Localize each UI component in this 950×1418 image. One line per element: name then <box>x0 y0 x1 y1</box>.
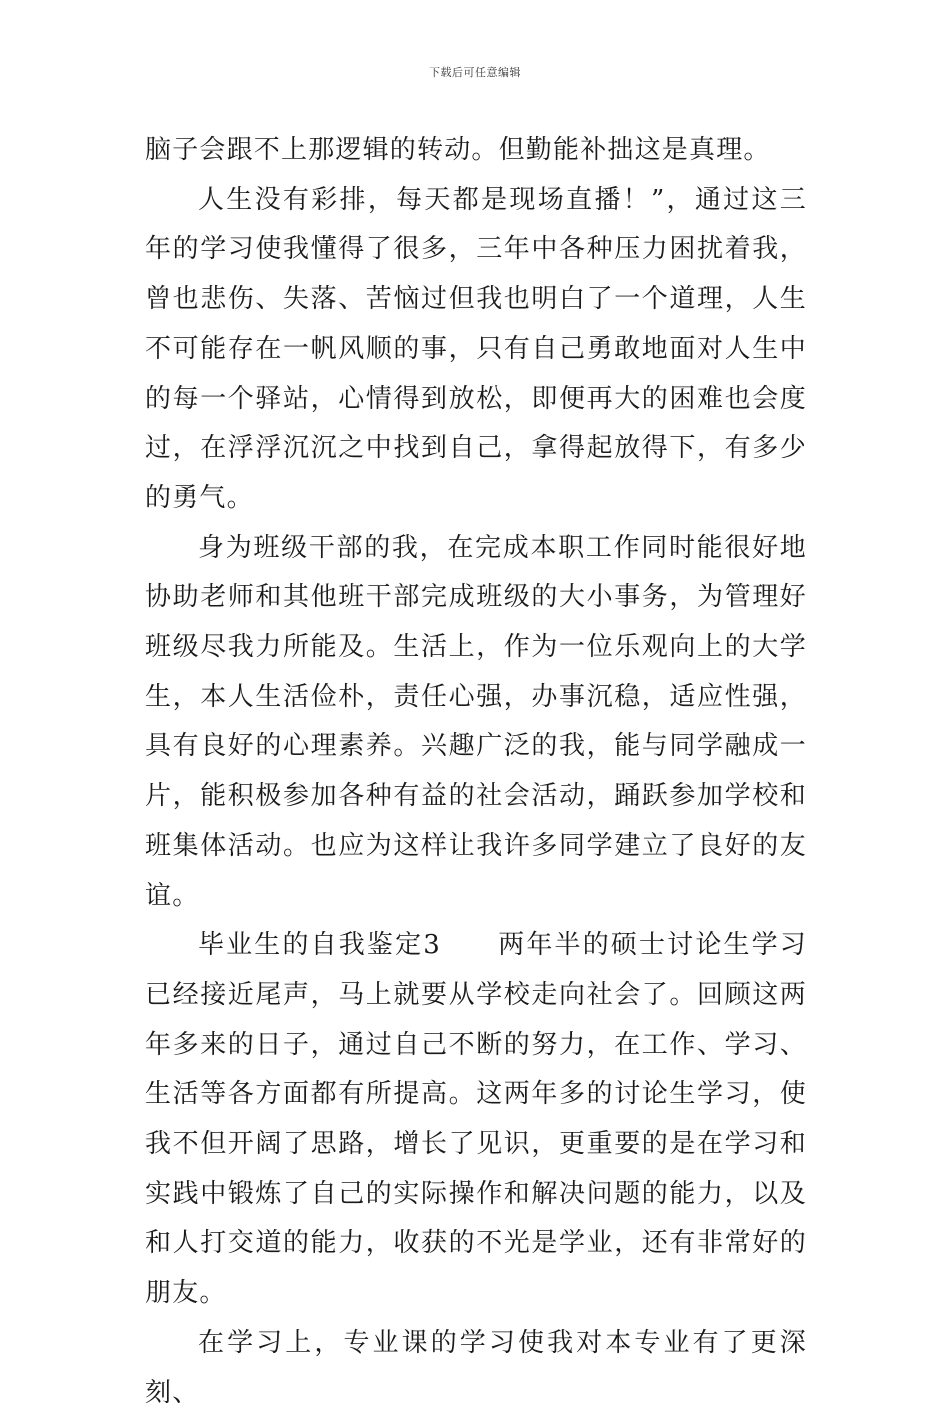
paragraph: 身为班级干部的我，在完成本职工作同时能很好地协助老师和其他班干部完成班级的大小事务，为管理好班级尽我力所能及。生活上，作为一位乐观向上的大学生，本人生活俭朴，责任心强，办事沉稳，适应性强，具有良好的心理素养。兴趣广泛的我，能与同学融成一片，能积极参加各种有益的社会活动，踊跃参加学校和班集体活动。也应为这样让我许多同学建立了良好的友谊。 <box>145 532 807 911</box>
paragraph: 在学习上，专业课的学习使我对本专业有了更深刻、 <box>145 1327 807 1408</box>
paragraph-continuation: 脑子会跟不上那逻辑的转动。但勤能补拙这是真理。 <box>145 135 771 165</box>
page-header: 下载后可任意编辑 <box>429 66 521 79</box>
paragraph: 毕业生的自我鉴定3 两年半的硕士讨论生学习已经接近尾声，马上就要从学校走向社会了。回顾这两年多来的日子，通过自己不断的努力，在工作、学习、生活等各方面都有所提高。这两年多的讨论生学习，使我不但开阔了思路，增长了见识，更重要的是在学习和实践中锻炼了自己的实际操作和解决问题的能力，以及和人打交道的能力，收获的不光是学业，还有非常好的朋友。 <box>145 930 807 1309</box>
paragraph: 人生没有彩排，每天都是现场直播！”，通过这三年的学习使我懂得了很多，三年中各种压力困扰着我，曾也悲伤、失落、苦恼过但我也明白了一个道理，人生不可能存在一帆风顺的事，只有自己勇敢地面对人生中的每一个驿站，心情得到放松，即便再大的困难也会度过，在浮浮沉沉之中找到自己，拿得起放得下，有多少的勇气。 <box>145 184 807 513</box>
document-body <box>145 126 807 1418</box>
